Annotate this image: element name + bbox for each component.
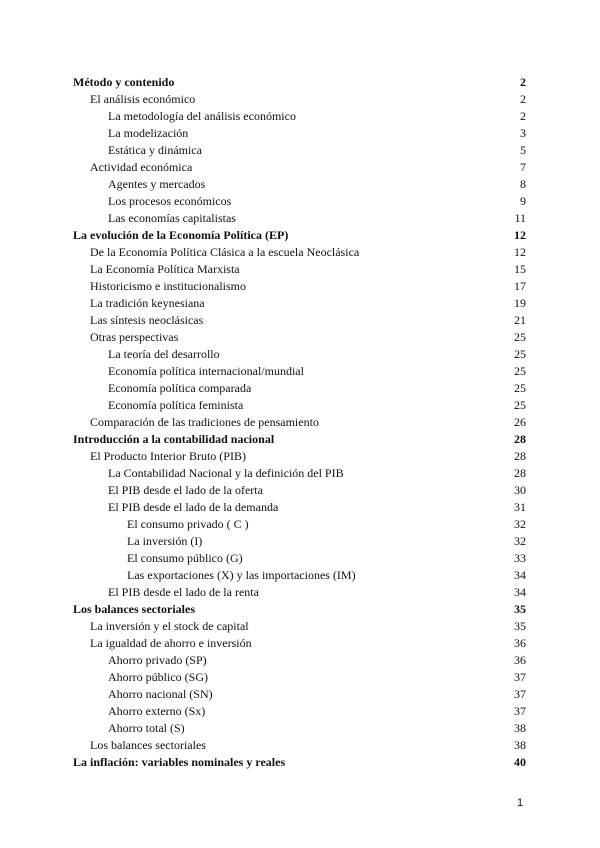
toc-entry-title: El análisis económico (90, 92, 196, 106)
toc-entry-title: Economía política internacional/mundial (108, 364, 304, 378)
toc-entry-title: Actividad económica (90, 160, 193, 174)
toc-entry[interactable] (73, 278, 526, 295)
toc-entry[interactable] (73, 652, 526, 669)
toc-entry[interactable] (73, 142, 526, 159)
toc-chapter[interactable] (73, 601, 526, 618)
toc-entry-page: 31 (514, 500, 526, 514)
toc-entry-title: La teoría del desarrollo (108, 347, 220, 361)
toc-entry-title: La tradición keynesiana (90, 296, 205, 310)
toc-entry-title: Ahorro público (SG) (108, 670, 208, 684)
toc-entry-title: El PIB desde el lado de la renta (108, 585, 259, 599)
toc-entry-page: 26 (514, 415, 526, 429)
toc-entry[interactable] (73, 295, 526, 312)
toc-entry[interactable] (73, 584, 526, 601)
toc-entry[interactable] (73, 346, 526, 363)
toc-entry[interactable] (73, 669, 526, 686)
toc-entry[interactable] (73, 482, 526, 499)
toc-entry-page: 9 (520, 194, 526, 208)
toc-entry-title: Ahorro total (S) (108, 721, 185, 735)
toc-entry[interactable] (73, 533, 526, 550)
toc-entry-page: 33 (514, 551, 526, 565)
toc-entry[interactable] (73, 516, 526, 533)
toc-entry-page: 32 (514, 534, 526, 548)
toc-entry[interactable] (73, 210, 526, 227)
toc-entry-page: 25 (514, 330, 526, 344)
toc-entry-page: 8 (520, 177, 526, 191)
toc-entry-title: La evolución de la Economía Política (EP) (73, 228, 289, 242)
toc-entry-page: 25 (514, 398, 526, 412)
toc-entry-title: Economía política feminista (108, 398, 244, 412)
toc-entry-page: 38 (514, 721, 526, 735)
toc-entry-title: Los procesos económicos (108, 194, 232, 208)
toc-entry-title: Las síntesis neoclásicas (90, 313, 204, 327)
toc-entry-title: Ahorro nacional (SN) (108, 687, 213, 701)
toc-entry-title: El PIB desde el lado de la oferta (108, 483, 263, 497)
toc-entry-title: Los balances sectoriales (90, 738, 206, 752)
toc-entry[interactable] (73, 686, 526, 703)
toc-entry-page: 15 (514, 262, 526, 276)
toc-entry-title: Estática y dinámica (108, 143, 202, 157)
toc-entry-title: Las economías capitalistas (108, 211, 236, 225)
toc-entry-title: Agentes y mercados (108, 177, 206, 191)
toc-entry-title: Historicismo e institucionalismo (90, 279, 246, 293)
toc-entry[interactable] (73, 159, 526, 176)
toc-entry[interactable] (73, 720, 526, 737)
toc-entry[interactable] (73, 397, 526, 414)
toc-entry-title: El PIB desde el lado de la demanda (108, 500, 279, 514)
toc-entry-page: 28 (514, 432, 526, 446)
toc-entry-title: La Contabilidad Nacional y la definición del PIB (108, 466, 344, 480)
toc-entry-page: 11 (514, 211, 526, 225)
toc-entry-page: 2 (520, 109, 526, 123)
toc-entry-page: 37 (514, 687, 526, 701)
toc-entry[interactable] (73, 261, 526, 278)
toc-entry[interactable] (73, 618, 526, 635)
toc-entry[interactable] (73, 550, 526, 567)
toc-entry[interactable] (73, 499, 526, 516)
toc-entry-title: De la Economía Política Clásica a la escuela Neoclásica (90, 245, 360, 259)
toc-entry-title: Introducción a la contabilidad nacional (73, 432, 275, 446)
toc-entry-page: 37 (514, 704, 526, 718)
toc-entry[interactable] (73, 193, 526, 210)
toc-entry-title: Método y contenido (73, 75, 175, 89)
toc-chapter[interactable] (73, 754, 526, 771)
page-number: 1 (516, 797, 524, 809)
toc-entry-page: 35 (514, 602, 526, 616)
toc-entry-page: 32 (514, 517, 526, 531)
toc-entry-title: Ahorro privado (SP) (108, 653, 207, 667)
toc-entry[interactable] (73, 380, 526, 397)
toc-entry[interactable] (73, 329, 526, 346)
toc-entry-page: 40 (514, 755, 526, 769)
toc-entry-page: 35 (514, 619, 526, 633)
toc-entry[interactable] (73, 312, 526, 329)
toc-entry-page: 7 (520, 160, 526, 174)
toc-entry-page: 3 (520, 126, 526, 140)
toc-entry-page: 34 (514, 585, 526, 599)
toc-entry-page: 2 (520, 92, 526, 106)
toc-entry-page: 38 (514, 738, 526, 752)
toc-entry-title: La igualdad de ahorro e inversión (90, 636, 252, 650)
toc-entry-page: 36 (514, 653, 526, 667)
toc-entry[interactable] (73, 448, 526, 465)
toc-chapter[interactable] (73, 227, 526, 244)
toc-entry-title: La Economía Política Marxista (90, 262, 240, 276)
toc-entry-title: El consumo público (G) (127, 551, 243, 565)
toc-entry-title: Los balances sectoriales (73, 602, 195, 616)
toc-entry-title: Comparación de las tradiciones de pensamiento (90, 415, 319, 429)
toc-entry-title: El Producto Interior Bruto (PIB) (90, 449, 246, 463)
toc-entry[interactable] (73, 414, 526, 431)
toc-entry-page: 17 (514, 279, 526, 293)
toc-entry[interactable] (73, 703, 526, 720)
toc-chapter[interactable] (73, 74, 526, 91)
toc-entry-page: 19 (514, 296, 526, 310)
toc-entry-page: 28 (514, 466, 526, 480)
toc-entry-title: Las exportaciones (X) y las importaciones (IM) (127, 568, 356, 582)
table-of-contents (73, 74, 526, 771)
toc-chapter[interactable] (73, 431, 526, 448)
toc-entry-title: Ahorro externo (Sx) (108, 704, 206, 718)
toc-entry-title: La inflación: variables nominales y reales (73, 755, 286, 769)
toc-entry-page: 37 (514, 670, 526, 684)
toc-entry-title: El consumo privado ( C ) (127, 517, 249, 531)
toc-entry-page: 21 (514, 313, 526, 327)
toc-entry-title: La metodología del análisis económico (108, 109, 296, 123)
toc-entry[interactable] (73, 737, 526, 754)
toc-entry[interactable] (73, 244, 526, 261)
toc-entry[interactable] (73, 363, 526, 380)
toc-entry-title: La inversión y el stock de capital (90, 619, 249, 633)
toc-entry-page: 34 (514, 568, 526, 582)
toc-entry-page: 5 (520, 143, 526, 157)
toc-entry[interactable] (73, 125, 526, 142)
toc-entry-page: 12 (514, 228, 526, 242)
toc-entry-page: 25 (514, 381, 526, 395)
toc-entry[interactable] (73, 567, 526, 584)
toc-entry-page: 2 (520, 75, 526, 89)
toc-entry-title: Economía política comparada (108, 381, 252, 395)
toc-entry-title: La inversión (I) (127, 534, 203, 548)
toc-entry-title: Otras perspectivas (90, 330, 179, 344)
toc-entry[interactable] (73, 108, 526, 125)
toc-entry-page: 25 (514, 364, 526, 378)
toc-entry-page: 36 (514, 636, 526, 650)
toc-entry-page: 12 (514, 245, 526, 259)
toc-entry[interactable] (73, 465, 526, 482)
toc-entry[interactable] (73, 91, 526, 108)
toc-entry-page: 28 (514, 449, 526, 463)
toc-entry-page: 25 (514, 347, 526, 361)
toc-entry[interactable] (73, 176, 526, 193)
toc-entry-page: 30 (514, 483, 526, 497)
toc-entry-title: La modelización (108, 126, 189, 140)
toc-entry[interactable] (73, 635, 526, 652)
